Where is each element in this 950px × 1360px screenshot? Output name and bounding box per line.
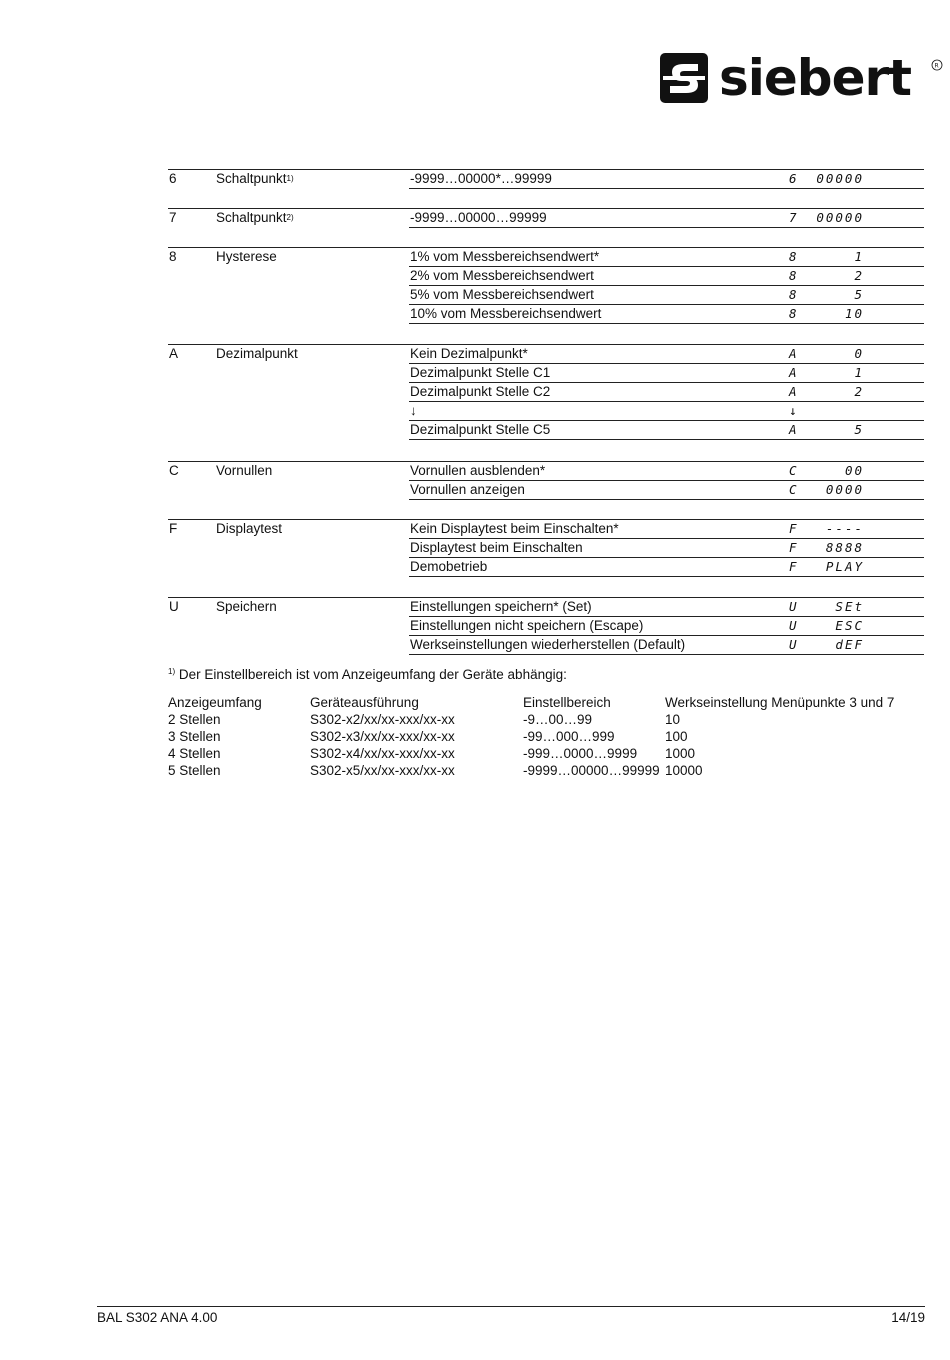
option-row — [409, 597, 924, 616]
display-value: 00000 — [816, 171, 864, 186]
display-range-table — [168, 694, 894, 779]
table-cell: 10000 — [665, 763, 703, 778]
option-row — [409, 616, 924, 635]
display-code: F — [789, 559, 799, 574]
footer-page-number: 14/19 — [891, 1310, 925, 1325]
option-description: Werkseinstellungen wiederherstellen (Default) — [410, 637, 686, 652]
display-code: U — [789, 637, 799, 652]
display-value: 5 — [854, 422, 864, 437]
option-description: -9999…00000…99999 — [410, 210, 547, 225]
footnote — [168, 667, 567, 682]
option-description: Dezimalpunkt Stelle C1 — [410, 365, 551, 380]
menu-item-number: C — [169, 463, 179, 478]
option-description: 5% vom Messbereichsendwert — [410, 287, 594, 302]
option-description: Demobetrieb — [410, 559, 488, 574]
menu-item-number: F — [169, 521, 178, 536]
display-code: 8 — [789, 249, 799, 264]
display-value: ESC — [835, 618, 864, 633]
table-cell: S302-x2/xx/xx-xxx/xx-xx — [310, 712, 455, 727]
option-list — [409, 208, 924, 228]
header-einstellbereich: Einstellbereich — [523, 695, 611, 710]
option-row — [409, 208, 924, 228]
display-code: A — [789, 422, 799, 437]
menu-item-name — [216, 171, 294, 186]
display-value: 8888 — [825, 540, 864, 555]
display-value: 00 — [844, 463, 864, 478]
option-description: 10% vom Messbereichsendwert — [410, 306, 602, 321]
option-description: Einstellungen nicht speichern (Escape) — [410, 618, 644, 633]
display-code: 7 — [789, 210, 799, 225]
display-value: 5 — [854, 287, 864, 302]
table-cell: S302-x4/xx/xx-xxx/xx-xx — [310, 746, 455, 761]
table-cell: 10 — [665, 712, 681, 727]
table-cell: 2 Stellen — [168, 712, 221, 727]
table-row — [168, 762, 894, 779]
option-description: Vornullen anzeigen — [410, 482, 525, 497]
display-code: F — [789, 521, 799, 536]
menu-item-name — [216, 521, 282, 536]
display-value: dEF — [835, 637, 864, 652]
svg-text:siebert: siebert — [719, 50, 912, 106]
section-divider — [168, 247, 409, 248]
menu-item-number: 7 — [169, 210, 177, 225]
menu-item-name-text: Speichern — [216, 599, 277, 614]
option-description: Dezimalpunkt Stelle C2 — [410, 384, 551, 399]
table-cell: 100 — [665, 729, 688, 744]
display-code: A — [789, 346, 799, 361]
table-cell: S302-x3/xx/xx-xxx/xx-xx — [310, 729, 455, 744]
option-row — [409, 519, 924, 538]
footnote-mark: 1) — [168, 667, 176, 676]
display-code: C — [789, 482, 799, 497]
display-value: 0 — [854, 346, 864, 361]
menu-item-name-text: Schaltpunkt — [216, 171, 287, 186]
menu-item-name — [216, 249, 277, 264]
table-header-row — [168, 694, 894, 711]
menu-item-number: 8 — [169, 249, 177, 264]
display-value: 2 — [854, 268, 864, 283]
option-description: Einstellungen speichern* (Set) — [410, 599, 592, 614]
footnote-reference: 2) — [286, 213, 294, 222]
option-description: Vornullen ausblenden* — [410, 463, 546, 478]
display-value: 10 — [844, 306, 864, 321]
option-row — [409, 461, 924, 480]
display-code: 8 — [789, 306, 799, 321]
table-cell: -9999…00000…99999 — [523, 763, 660, 778]
display-code: F — [789, 540, 799, 555]
option-row — [409, 635, 924, 655]
option-row — [409, 420, 924, 440]
option-row — [409, 401, 924, 420]
table-cell: -999…0000…9999 — [523, 746, 638, 761]
menu-item-name — [216, 599, 277, 614]
menu-item-name — [216, 346, 298, 361]
option-list — [409, 247, 924, 324]
section-divider — [168, 461, 409, 462]
display-value: 1 — [854, 365, 864, 380]
menu-item-name-text: Displaytest — [216, 521, 283, 536]
menu-item-name-text: Hysterese — [216, 249, 277, 264]
footer-divider — [97, 1306, 925, 1307]
section-divider — [168, 597, 409, 598]
display-code: 8 — [789, 268, 799, 283]
display-value: 00000 — [816, 210, 864, 225]
menu-item-name — [216, 210, 294, 225]
option-description: ↓ — [410, 403, 417, 418]
menu-item-number: 6 — [169, 171, 177, 186]
option-row — [409, 266, 924, 285]
option-row — [409, 304, 924, 324]
menu-item-name-text: Vornullen — [216, 463, 273, 478]
option-row — [409, 538, 924, 557]
menu-item-name-text: Schaltpunkt — [216, 210, 287, 225]
option-description: Displaytest beim Einschalten — [410, 540, 583, 555]
option-description: Dezimalpunkt Stelle C5 — [410, 422, 551, 437]
display-code: 8 — [789, 287, 799, 302]
option-list — [409, 461, 924, 500]
footnote-reference: 1) — [286, 174, 294, 183]
option-description: Kein Displaytest beim Einschalten* — [410, 521, 619, 536]
table-cell: 4 Stellen — [168, 746, 221, 761]
footer-document-id: BAL S302 ANA 4.00 — [97, 1310, 218, 1325]
option-description: 2% vom Messbereichsendwert — [410, 268, 594, 283]
header-geraeteausfuehrung: Geräteausführung — [310, 695, 419, 710]
header-anzeigeumfang: Anzeigeumfang — [168, 695, 262, 710]
menu-item-name-text: Dezimalpunkt — [216, 346, 298, 361]
option-row — [409, 363, 924, 382]
option-row — [409, 480, 924, 500]
display-value: PLAY — [825, 559, 864, 574]
option-row — [409, 344, 924, 363]
option-row — [409, 285, 924, 304]
option-row — [409, 382, 924, 401]
display-code: 6 — [789, 171, 799, 186]
table-cell: 5 Stellen — [168, 763, 221, 778]
display-code: A — [789, 365, 799, 380]
display-code: U — [789, 618, 799, 633]
siebert-logo — [659, 50, 944, 106]
option-row — [409, 557, 924, 577]
option-list — [409, 519, 924, 577]
display-code: ↓ — [789, 403, 797, 418]
display-value: 1 — [854, 249, 864, 264]
header-werkseinstellung: Werkseinstellung Menüpunkte 3 und 7 — [665, 695, 895, 710]
footnote-text: Der Einstellbereich ist vom Anzeigeumfang der Geräte abhängig: — [178, 667, 567, 682]
menu-item-number: U — [169, 599, 179, 614]
menu-item-name — [216, 463, 272, 478]
menu-item-number: A — [169, 346, 179, 361]
display-code: A — [789, 384, 799, 399]
registered-mark: R — [934, 62, 939, 70]
section-divider — [168, 208, 409, 209]
table-row — [168, 745, 894, 762]
option-description: 1% vom Messbereichsendwert* — [410, 249, 600, 264]
table-row — [168, 728, 894, 745]
table-row — [168, 711, 894, 728]
display-code: C — [789, 463, 799, 478]
table-cell: 3 Stellen — [168, 729, 221, 744]
option-description: Kein Dezimalpunkt* — [410, 346, 528, 361]
section-divider — [168, 344, 409, 345]
table-cell: 1000 — [665, 746, 696, 761]
option-row — [409, 169, 924, 189]
display-code: U — [789, 599, 799, 614]
section-divider — [168, 519, 409, 520]
option-list — [409, 169, 924, 189]
option-description: -9999…00000*…99999 — [410, 171, 552, 186]
display-value: ---- — [825, 521, 864, 536]
display-value: 0000 — [825, 482, 864, 497]
display-value: 2 — [854, 384, 864, 399]
display-value: SEt — [835, 599, 864, 614]
table-cell: -99…000…999 — [523, 729, 615, 744]
table-cell: -9…00…99 — [523, 712, 593, 727]
section-divider — [168, 169, 409, 170]
option-list — [409, 597, 924, 655]
option-row — [409, 247, 924, 266]
option-list — [409, 344, 924, 440]
table-cell: S302-x5/xx/xx-xxx/xx-xx — [310, 763, 455, 778]
